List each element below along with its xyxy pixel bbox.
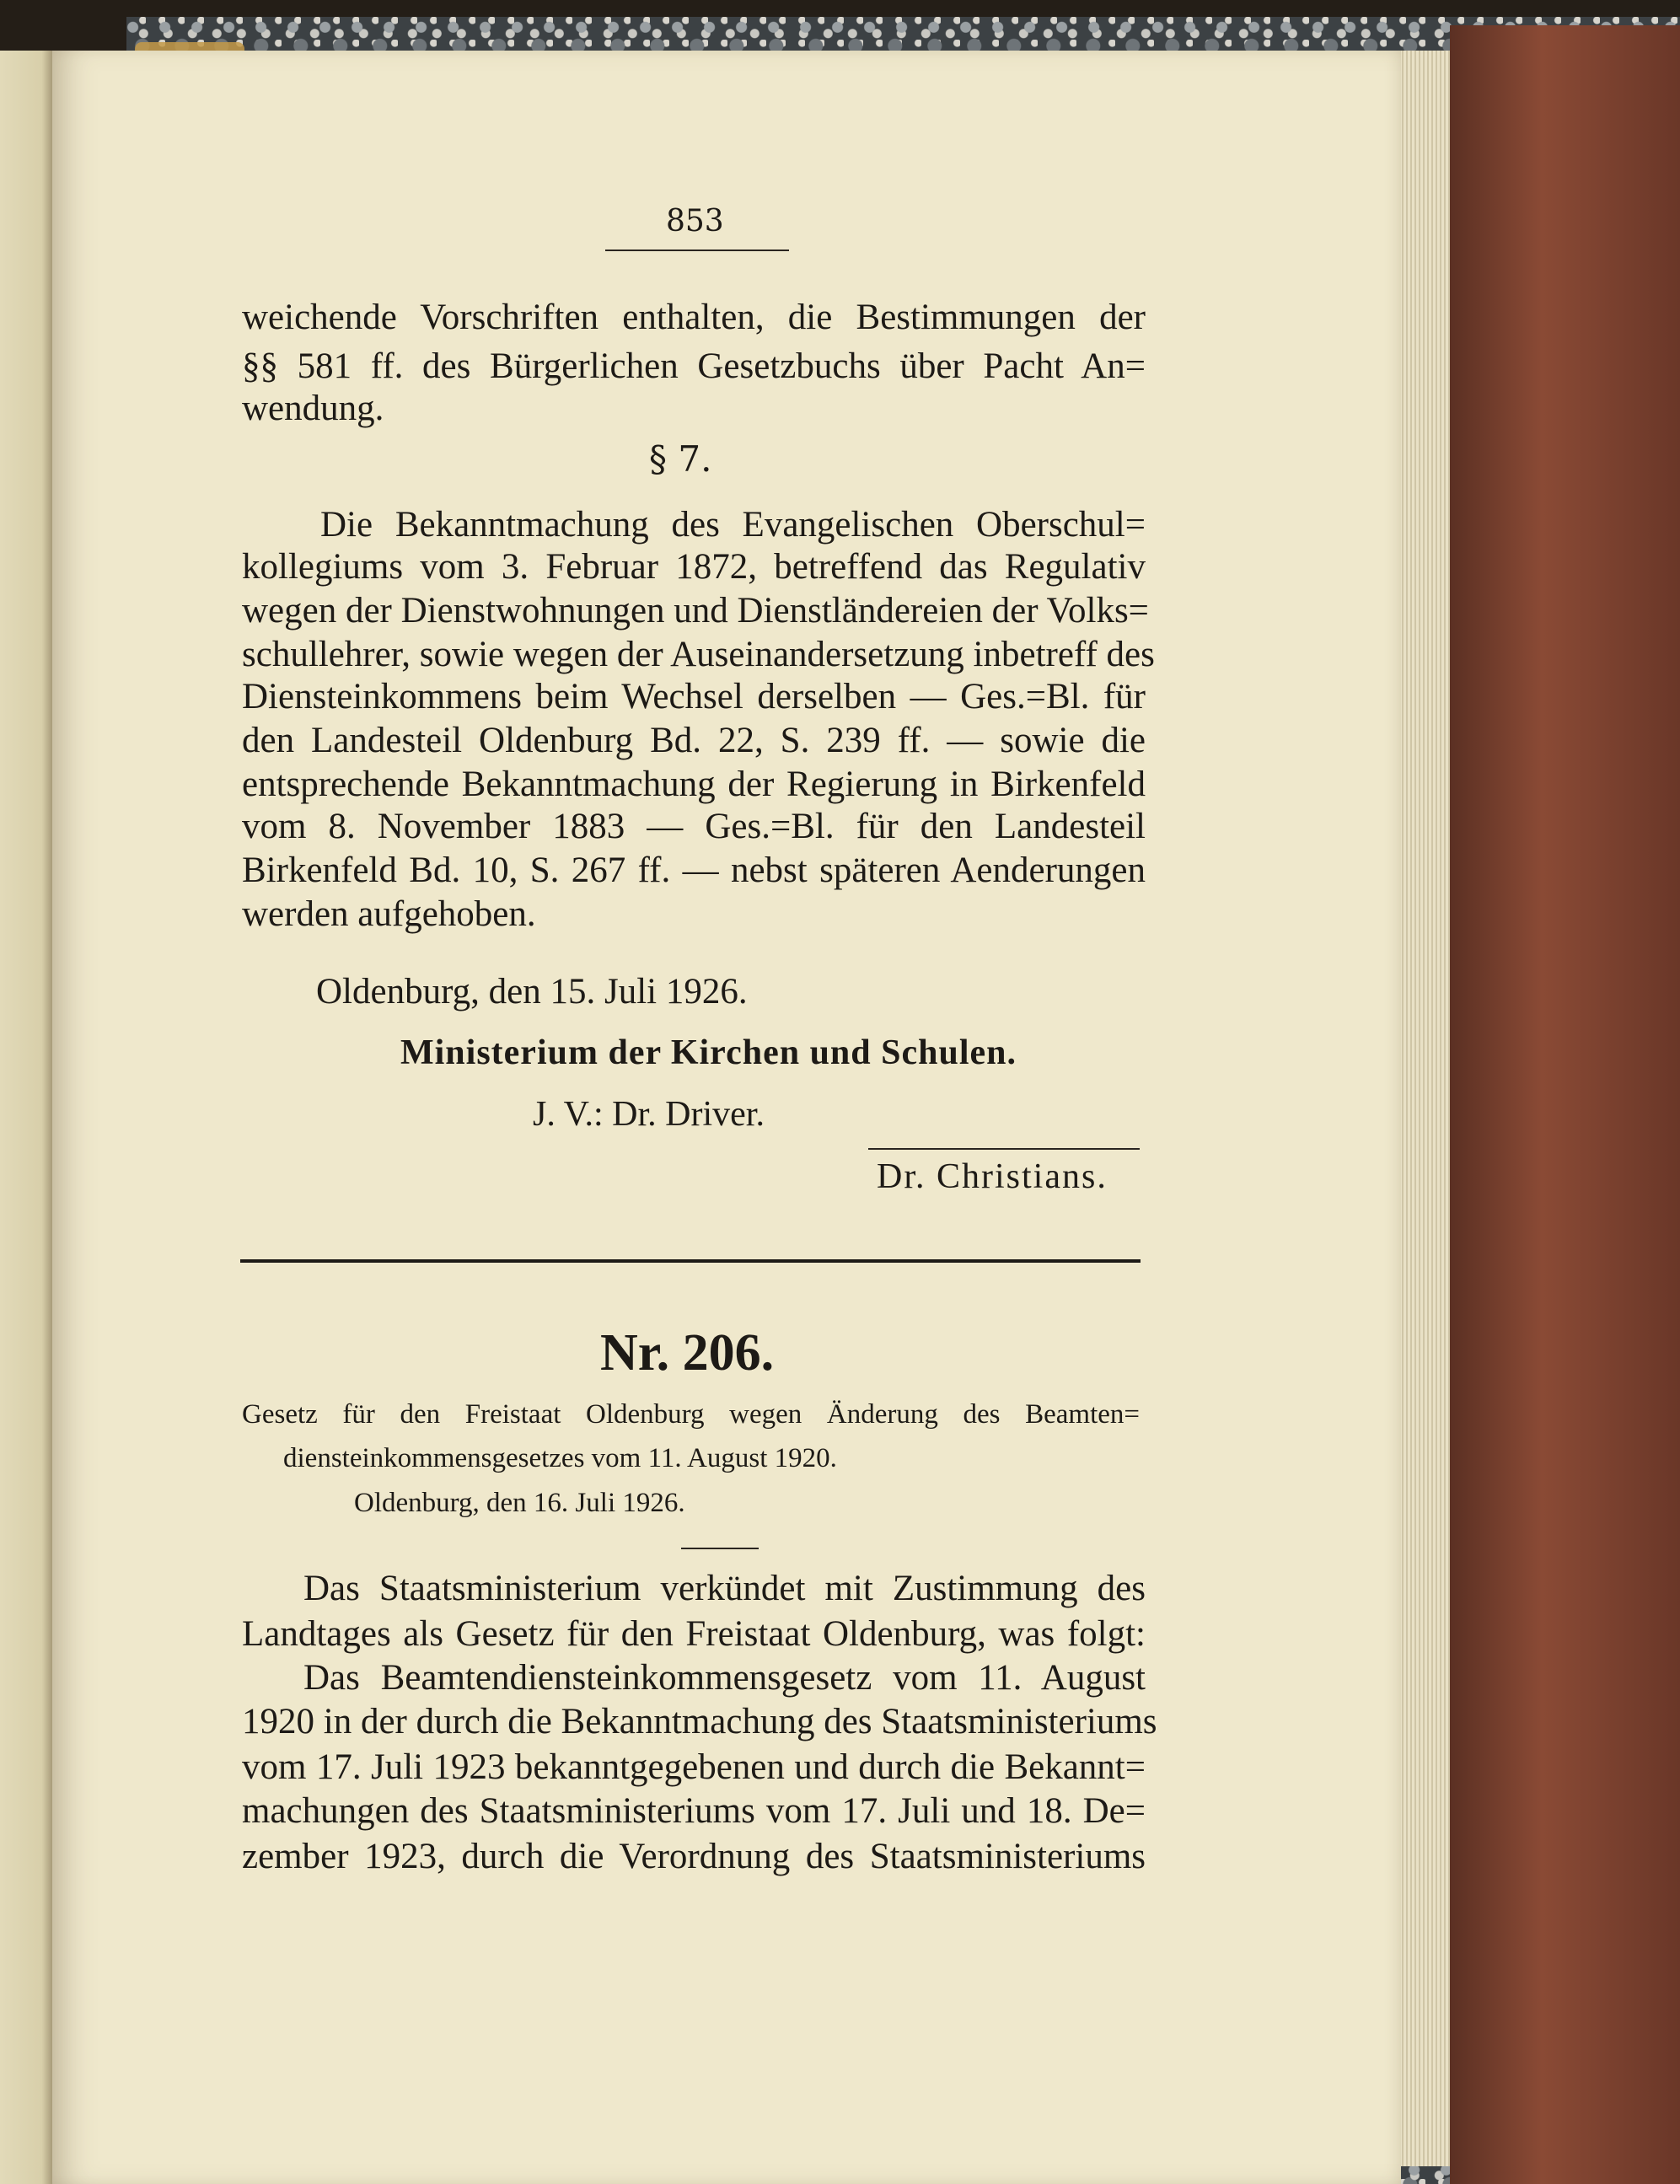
section-text-line: wegen der Dienstwohnungen und Dienstländereien der Volks=	[242, 591, 1149, 631]
section-text-line: Die Bekanntmachung des Evangelischen Oberschul=	[320, 505, 1146, 545]
section-text-line: kollegiums vom 3. Februar 1872, betreffend das Regulativ	[242, 547, 1146, 587]
deputy-signature: J. V.: Dr. Driver.	[533, 1095, 765, 1134]
law-number: Nr. 206.	[600, 1324, 775, 1382]
section-text-line: schullehrer, sowie wegen der Auseinandersetzung inbetreff des	[242, 635, 1155, 674]
facing-page-edge	[0, 51, 52, 2184]
section-heading: § 7.	[649, 438, 712, 480]
section-text-line: Diensteinkommens beim Wechsel derselben — Ges.=Bl. für	[242, 677, 1146, 716]
law-text-line: 1920 in der durch die Bekanntmachung des Staatsministeriums	[242, 1702, 1157, 1741]
page-edges	[1399, 51, 1450, 2166]
law-text-line: Das Staatsministerium verkündet mit Zustimmung des	[303, 1569, 1146, 1608]
page-number: 853	[666, 204, 724, 239]
law-text-line: zember 1923, durch die Verordnung des Staatsministeriums	[242, 1837, 1146, 1876]
law-title-line: diensteinkommensgesetzes vom 11. August 1920.	[283, 1443, 837, 1473]
continuation-line: §§ 581 ff. des Bürgerlichen Gesetzbuchs über Pacht An=	[242, 346, 1146, 386]
law-text-line: vom 17. Juli 1923 bekanntgegebenen und durch die Bekannt=	[242, 1747, 1146, 1787]
law-text-line: machungen des Staatsministeriums vom 17. Juli und 18. De=	[242, 1791, 1146, 1831]
law-date: Oldenburg, den 16. Juli 1926.	[354, 1488, 685, 1518]
countersignature: Dr. Christians.	[877, 1157, 1108, 1196]
section-text-line: werden aufgehoben.	[242, 894, 536, 934]
place-date: Oldenburg, den 15. Juli 1926.	[316, 972, 748, 1012]
header-rule	[605, 250, 789, 251]
continuation-line: weichende Vorschriften enthalten, die Bestimmungen der	[242, 298, 1146, 337]
law-text-line: Landtages als Gesetz für den Freistaat Oldenburg, was folgt:	[242, 1614, 1146, 1654]
leather-binding	[1450, 25, 1680, 2184]
section-divider	[240, 1259, 1141, 1263]
continuation-line: wendung.	[242, 389, 384, 428]
section-text-line: vom 8. November 1883 — Ges.=Bl. für den Landesteil	[242, 807, 1146, 846]
section-text-line: den Landesteil Oldenburg Bd. 22, S. 239 ff. — sowie die	[242, 721, 1146, 760]
section-text-line: Birkenfeld Bd. 10, S. 267 ff. — nebst späteren Aenderungen	[242, 851, 1146, 890]
section-text-line: entsprechende Bekanntmachung der Regierung in Birkenfeld	[242, 765, 1146, 804]
law-title-line: Gesetz für den Freistaat Oldenburg wegen Änderung des Beamten=	[242, 1399, 1140, 1430]
ministry-name: Ministerium der Kirchen und Schulen.	[400, 1033, 1017, 1072]
short-rule	[681, 1548, 759, 1549]
signature-rule	[868, 1148, 1140, 1150]
law-text-line: Das Beamtendiensteinkommensgesetz vom 11. August	[303, 1658, 1146, 1698]
